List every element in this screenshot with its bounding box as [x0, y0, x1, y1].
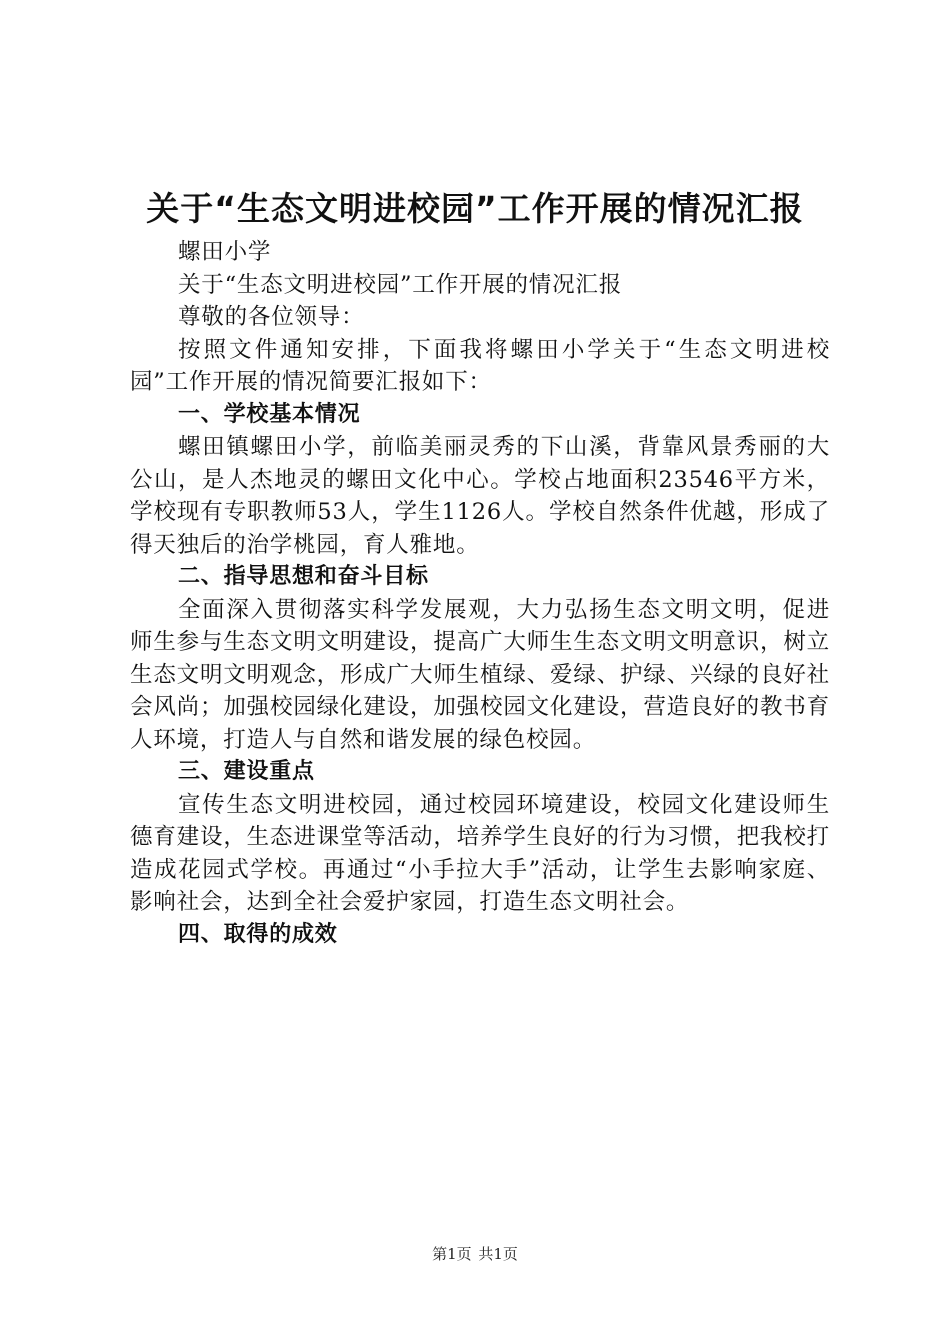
section-paragraph-1: 螺田镇螺田小学，前临美丽灵秀的下山溪，背靠风景秀丽的大公山，是人杰地灵的螺田文化中心。学校占地面积23546平方米，学校现有专职教师53人，学生1126人。学校自然条件优越，形成了得天独后的治学桃园，育人雅地。 [130, 434, 830, 558]
section-paragraph-3: 宣传生态文明进校园，通过校园环境建设，校园文化建设师生德育建设，生态进课堂等活动，培养学生良好的行为习惯，把我校打造成花园式学校。再通过“小手拉大手”活动，让学生去影响家庭、影响社会，达到全社会爱护家园，打造生态文明社会。 [130, 791, 830, 915]
school-name-line: 螺田小学 [178, 239, 272, 265]
subtitle-line: 关于“生态文明进校园”工作开展的情况汇报 [178, 271, 623, 298]
document-body [130, 236, 830, 951]
document-title: 关于“生态文明进校园”工作开展的情况汇报 [146, 189, 804, 228]
section-heading-3: 三、建设重点 [178, 759, 315, 784]
intro-paragraph: 按照文件通知安排，下面我将螺田小学关于“生态文明进校园”工作开展的情况简要汇报如下： [130, 336, 830, 395]
page-footer [0, 1244, 950, 1264]
section-paragraph-2: 全面深入贯彻落实科学发展观，大力弘扬生态文明文明，促进师生参与生态文明文明建设，提高广大师生生态文明文明意识，树立生态文明文明观念，形成广大师生植绿、爱绿、护绿、兴绿的良好社会风尚；加强校园绿化建设，加强校园文化建设，营造良好的教书育人环境，打造人与自然和谐发展的绿色校园。 [130, 596, 830, 753]
section-heading-2: 二、指导思想和奋斗目标 [178, 564, 429, 589]
section-heading-4: 四、取得的成效 [178, 921, 338, 947]
section-heading-1: 一、学校基本情况 [178, 401, 361, 427]
page-number: 第1页 [432, 1245, 472, 1263]
page-total: 共1页 [478, 1245, 518, 1263]
salutation-line: 尊敬的各位领导： [178, 304, 365, 330]
